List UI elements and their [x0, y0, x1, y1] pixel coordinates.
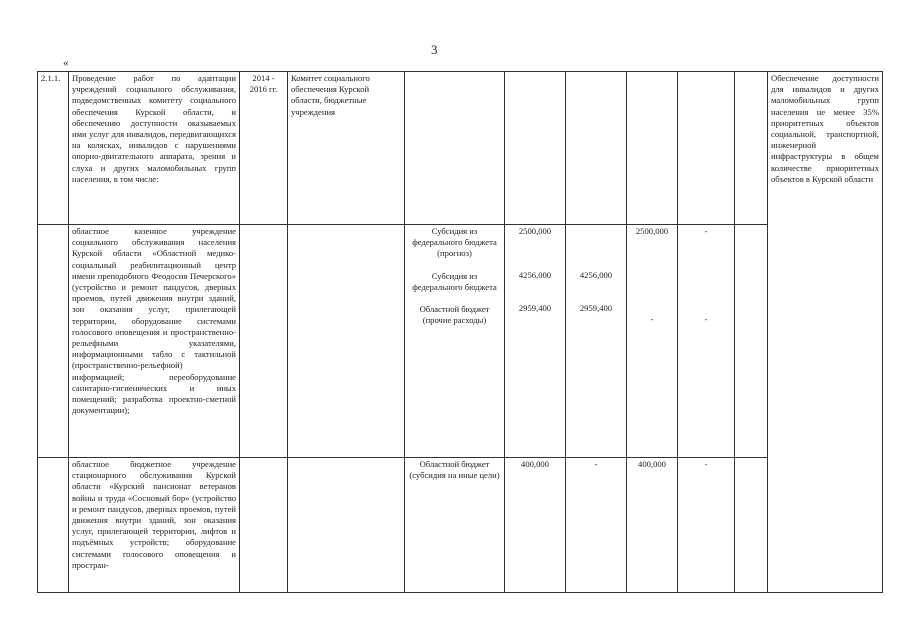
- funding-2014: 2959,400: [579, 303, 613, 314]
- funding-source: Областной бюджет (субсидия на иные цели): [405, 458, 505, 593]
- funding-source: Субсидия из федерального бюджета: [412, 270, 497, 292]
- funding-2016: -: [704, 314, 708, 325]
- table-row: [38, 72, 883, 225]
- funding-2016-cell: [678, 72, 735, 225]
- funding-total: 4256,000: [518, 270, 552, 281]
- funding-2015: 2500,000: [635, 226, 669, 236]
- funding-2015: -: [650, 314, 654, 325]
- empty-cell: [38, 225, 69, 458]
- empty-cell: [288, 225, 405, 458]
- funding-source: Субсидия из федерального бюджета (прогноз): [412, 226, 497, 259]
- table-row: [38, 458, 883, 593]
- activity-executor: Комитет социального обеспечения Курской области, бюджетные учреждения: [288, 72, 405, 225]
- table-row: [38, 225, 883, 458]
- empty-cell: [735, 72, 768, 225]
- activity-description: Проведение работ по адаптации учреждений социального обслуживания, подведомственных комитету социального обеспечения Курской области, и обеспечению доступности оказываемых ими услуг для инвалидов, передвигающихся на колясках, инвалидов с нарушениями опорно-двигательного аппарата, зрения и слуха и других маломобильных групп населения, в том числе:: [69, 72, 240, 225]
- funding-source-cell: [405, 72, 505, 225]
- funding-2015-cell: [627, 72, 678, 225]
- institution-description: областное бюджетное учреждение стационарного обслуживания Курской области «Курский пансионат ветеранов войны и труда «Сосновый бор» (устройство и ремонт пандусов, дверных проемов, путей движения внутри зданий, зон оказания услуг, прилегающей территории, лифтов и подъёмных устройств; оборудование системами голосового оповещения и простран-: [69, 458, 240, 593]
- funding-total: 400,000: [505, 458, 566, 593]
- empty-cell: [735, 225, 768, 458]
- funding-source: Областной бюджет (прочие расходы): [419, 304, 490, 326]
- empty-cell: [240, 225, 288, 458]
- empty-cell: [735, 458, 768, 593]
- item-number: 2.1.1.: [38, 72, 69, 225]
- funding-total-list: [505, 225, 566, 458]
- funding-2014-cell: [566, 72, 627, 225]
- funding-total-cell: [505, 72, 566, 225]
- funding-total: 2959,400: [518, 303, 552, 314]
- funding-2015-list: [627, 225, 678, 458]
- institution-description: областное казенное учреждение социального обслуживания населения Курской области «Областной медико-социальный реабилитационный центр имени преподобного Феодосия Печерского» (устройство и ремонт пандусов, дверных проемов, путей движения внутри зданий, зон оказания услуг, прилегающей территории, оборудование системами голосового оповещения и пространственно-рельефными указателями, информационными табло с тактильной (пространственно-рельефной) информацией; переоборудование санитарно-гигиенических и иных помещений; разработка проектно-сметной документации);: [69, 225, 240, 458]
- page-number: 3: [431, 42, 438, 57]
- program-activities-table: [37, 71, 883, 593]
- funding-2014: 4256,000: [579, 270, 613, 280]
- funding-2016-list: [678, 225, 735, 458]
- funding-2014: -: [566, 458, 627, 593]
- empty-cell: [38, 458, 69, 593]
- opening-quote-mark: «: [63, 57, 69, 69]
- empty-cell: [240, 458, 288, 593]
- funding-2014-list: [566, 225, 627, 458]
- funding-2016: -: [678, 458, 735, 593]
- empty-cell: [288, 458, 405, 593]
- funding-2016: -: [704, 226, 708, 236]
- funding-source-list: [405, 225, 505, 458]
- funding-2015: 400,000: [627, 458, 678, 593]
- activity-period: 2014 - 2016 гг.: [240, 72, 288, 225]
- funding-total: 2500,000: [518, 226, 552, 236]
- expected-result: Обеспечение доступности для инвалидов и других маломобильных групп населения не менее 35% приоритетных объектов социальной, транспортной, инженерной инфраструктуры в общем количестве приоритетных объектов в Курской области: [768, 72, 883, 593]
